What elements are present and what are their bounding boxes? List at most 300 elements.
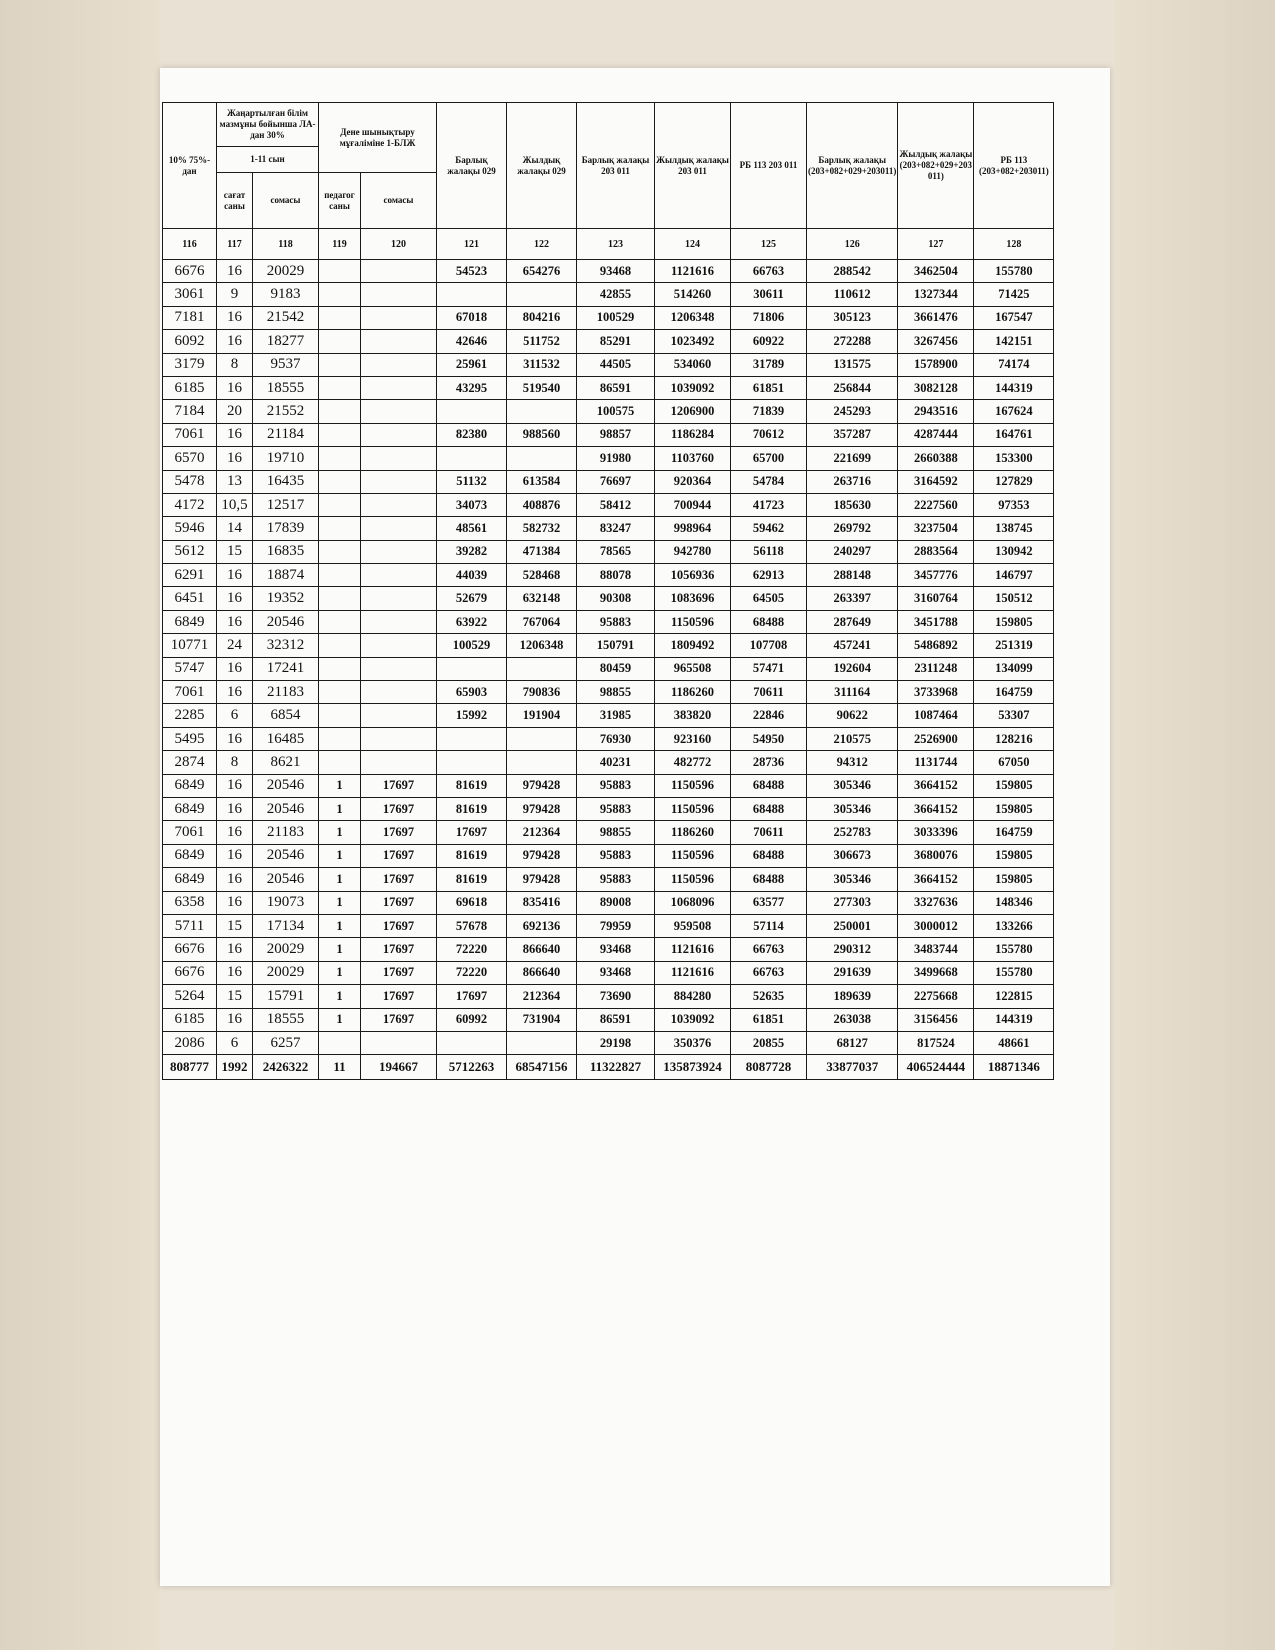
cell-124: 1206900 [655,400,731,423]
cell-122: 979428 [507,774,577,797]
cell-126: 357287 [807,423,898,446]
cell-125: 57471 [731,657,807,680]
cell-120 [361,493,437,516]
salary-table [162,102,1054,1080]
cell-122: 835416 [507,891,577,914]
cell-118: 18555 [253,1008,319,1031]
table-row [163,844,1054,867]
cell-126: 288148 [807,564,898,587]
cell-123: 93468 [577,938,655,961]
cell-117: 15 [217,985,253,1008]
cell-118: 16835 [253,540,319,563]
cell-128: 53307 [974,704,1054,727]
header-teacher-count: педагог саны [319,173,361,229]
cell-128: 159805 [974,774,1054,797]
cell-122: 519540 [507,376,577,399]
cell-124: 1121616 [655,938,731,961]
table-row [163,1008,1054,1031]
colnum-124: 124 [655,229,731,260]
table-row [163,260,1054,283]
table-row [163,727,1054,750]
cell-127: 4287444 [898,423,974,446]
cell-117: 24 [217,634,253,657]
cell-128: 134099 [974,657,1054,680]
cell-121: 52679 [437,587,507,610]
cell-116: 6291 [163,564,217,587]
cell-119 [319,634,361,657]
cell-124: 923160 [655,727,731,750]
cell-125: 68488 [731,797,807,820]
cell-119: 1 [319,914,361,937]
cell-124: 1186260 [655,821,731,844]
cell-119 [319,470,361,493]
cell-127: 1327344 [898,283,974,306]
cell-120 [361,587,437,610]
cell-127: 2943516 [898,400,974,423]
cell-117: 16 [217,821,253,844]
cell-124: 482772 [655,751,731,774]
cell-116: 5946 [163,517,217,540]
table-row [163,1031,1054,1054]
cell-117: 8 [217,353,253,376]
cell-116: 6570 [163,447,217,470]
cell-116: 10771 [163,634,217,657]
cell-118: 8621 [253,751,319,774]
cell-128: 159805 [974,610,1054,633]
cell-126: 90622 [807,704,898,727]
cell-120: 17697 [361,844,437,867]
cell-117: 20 [217,400,253,423]
cell-123: 98857 [577,423,655,446]
cell-124: 1121616 [655,260,731,283]
cell-124: 1150596 [655,868,731,891]
cell-118: 21542 [253,306,319,329]
table-row [163,821,1054,844]
table-row [163,938,1054,961]
cell-122: 511752 [507,330,577,353]
cell-125: 65700 [731,447,807,470]
cell-125: 63577 [731,891,807,914]
cell-125: 31789 [731,353,807,376]
cell-125: 66763 [731,938,807,961]
cell-121: 67018 [437,306,507,329]
cell-123: 29198 [577,1031,655,1054]
cell-123: 93468 [577,961,655,984]
cell-117: 16 [217,447,253,470]
cell-127: 3661476 [898,306,974,329]
cell-123: 98855 [577,821,655,844]
cell-123: 100575 [577,400,655,423]
table-row [163,751,1054,774]
cell-119 [319,564,361,587]
cell-126: 192604 [807,657,898,680]
cell-127: 3000012 [898,914,974,937]
cell-123: 90308 [577,587,655,610]
cell-125: 66763 [731,260,807,283]
cell-117: 8 [217,751,253,774]
cell-116: 3061 [163,283,217,306]
cell-122: 212364 [507,985,577,1008]
cell-118: 18277 [253,330,319,353]
cell-121: 42646 [437,330,507,353]
cell-117: 16 [217,260,253,283]
cell-121: 39282 [437,540,507,563]
cell-120 [361,727,437,750]
cell-117: 16 [217,844,253,867]
cell-121: 63922 [437,610,507,633]
cell-128: 144319 [974,376,1054,399]
cell-125: 107708 [731,634,807,657]
cell-119 [319,704,361,727]
cell-124: 1150596 [655,797,731,820]
cell-116: 6185 [163,376,217,399]
cell-124: 942780 [655,540,731,563]
cell-118: 16485 [253,727,319,750]
cell-123: 93468 [577,260,655,283]
total-122: 68547156 [507,1055,577,1080]
cell-127: 2660388 [898,447,974,470]
cell-119: 1 [319,868,361,891]
cell-124: 1150596 [655,774,731,797]
cell-127: 3327636 [898,891,974,914]
cell-125: 59462 [731,517,807,540]
cell-126: 185630 [807,493,898,516]
totals-row [163,1055,1054,1080]
cell-117: 16 [217,868,253,891]
cell-121: 44039 [437,564,507,587]
table-wrapper [162,102,1054,1080]
cell-128: 74174 [974,353,1054,376]
cell-117: 16 [217,774,253,797]
cell-121: 81619 [437,774,507,797]
table-row [163,914,1054,937]
colnum-118: 118 [253,229,319,260]
cell-118: 21183 [253,821,319,844]
cell-117: 6 [217,704,253,727]
cell-117: 9 [217,283,253,306]
total-119: 11 [319,1055,361,1080]
cell-127: 3082128 [898,376,974,399]
cell-121 [437,727,507,750]
table-row [163,423,1054,446]
header-amount: сомасы [253,173,319,229]
cell-121 [437,657,507,680]
cell-118: 6257 [253,1031,319,1054]
cell-121: 81619 [437,868,507,891]
cell-125: 68488 [731,774,807,797]
cell-120 [361,610,437,633]
cell-122: 613584 [507,470,577,493]
cell-117: 16 [217,587,253,610]
cell-122: 191904 [507,704,577,727]
colnum-116: 116 [163,229,217,260]
cell-124: 965508 [655,657,731,680]
cell-121: 81619 [437,844,507,867]
header-pe-amount: сомасы [361,173,437,229]
cell-122: 408876 [507,493,577,516]
table-row [163,447,1054,470]
cell-124: 1039092 [655,1008,731,1031]
cell-127: 2275668 [898,985,974,1008]
table-row [163,540,1054,563]
cell-116: 6676 [163,961,217,984]
cell-118: 16435 [253,470,319,493]
cell-116: 5612 [163,540,217,563]
cell-119: 1 [319,961,361,984]
cell-119 [319,400,361,423]
cell-123: 40231 [577,751,655,774]
cell-121: 15992 [437,704,507,727]
table-row [163,634,1054,657]
cell-119: 1 [319,844,361,867]
cell-127: 3483744 [898,938,974,961]
cell-125: 56118 [731,540,807,563]
cell-126: 240297 [807,540,898,563]
cell-122: 311532 [507,353,577,376]
cell-116: 6185 [163,1008,217,1031]
cell-126: 252783 [807,821,898,844]
cell-124: 1186284 [655,423,731,446]
cell-121: 82380 [437,423,507,446]
table-row [163,797,1054,820]
cell-122: 632148 [507,587,577,610]
cell-121: 72220 [437,961,507,984]
cell-120: 17697 [361,985,437,1008]
cell-118: 17241 [253,657,319,680]
cell-122: 979428 [507,797,577,820]
header-121: Барлық жалақы 029 [437,103,507,229]
cell-125: 62913 [731,564,807,587]
cell-122: 767064 [507,610,577,633]
cell-118: 20546 [253,610,319,633]
cell-127: 3164592 [898,470,974,493]
table-row [163,306,1054,329]
cell-125: 70611 [731,821,807,844]
cell-126: 457241 [807,634,898,657]
cell-125: 71839 [731,400,807,423]
cell-118: 18874 [253,564,319,587]
table-header [163,103,1054,260]
header-125: РБ 113 203 011 [731,103,807,229]
cell-117: 16 [217,306,253,329]
cell-125: 54950 [731,727,807,750]
table-body [163,260,1054,1080]
cell-116: 5711 [163,914,217,937]
cell-120 [361,751,437,774]
cell-124: 1068096 [655,891,731,914]
cell-128: 251319 [974,634,1054,657]
cell-128: 153300 [974,447,1054,470]
cell-128: 146797 [974,564,1054,587]
cell-120 [361,283,437,306]
cell-128: 155780 [974,260,1054,283]
cell-125: 22846 [731,704,807,727]
cell-117: 16 [217,330,253,353]
cell-118: 19710 [253,447,319,470]
cell-120 [361,306,437,329]
cell-127: 3160764 [898,587,974,610]
cell-127: 1578900 [898,353,974,376]
table-row [163,376,1054,399]
cell-122 [507,1031,577,1054]
header-class-range: 1-11 сын [217,147,319,173]
cell-125: 30611 [731,283,807,306]
cell-127: 2526900 [898,727,974,750]
cell-126: 272288 [807,330,898,353]
cell-125: 68488 [731,844,807,867]
total-128: 18871346 [974,1055,1054,1080]
cell-123: 83247 [577,517,655,540]
cell-125: 60922 [731,330,807,353]
colnum-126: 126 [807,229,898,260]
cell-124: 1186260 [655,681,731,704]
cell-120: 17697 [361,868,437,891]
header-updated-group: Жаңартылған білім мазмұны бойынша ЛА-дан 30% [217,103,319,147]
cell-127: 3664152 [898,774,974,797]
cell-123: 79959 [577,914,655,937]
cell-116: 2086 [163,1031,217,1054]
cell-124: 1809492 [655,634,731,657]
cell-124: 1039092 [655,376,731,399]
cell-128: 159805 [974,797,1054,820]
cell-128: 122815 [974,985,1054,1008]
cell-120 [361,447,437,470]
cell-126: 305346 [807,797,898,820]
cell-119 [319,540,361,563]
table-row [163,891,1054,914]
cell-121: 57678 [437,914,507,937]
table-row [163,330,1054,353]
cell-119 [319,306,361,329]
cell-127: 3267456 [898,330,974,353]
cell-118: 9537 [253,353,319,376]
cell-127: 3457776 [898,564,974,587]
cell-119 [319,283,361,306]
cell-126: 287649 [807,610,898,633]
table-row [163,774,1054,797]
cell-125: 20855 [731,1031,807,1054]
cell-122 [507,400,577,423]
cell-117: 16 [217,681,253,704]
cell-125: 61851 [731,376,807,399]
cell-119 [319,1031,361,1054]
header-116: 10% 75%-дан [163,103,217,229]
cell-123: 95883 [577,610,655,633]
cell-120 [361,1031,437,1054]
cell-122: 979428 [507,844,577,867]
cell-118: 17134 [253,914,319,937]
cell-120 [361,400,437,423]
cell-121: 34073 [437,493,507,516]
cell-119: 1 [319,985,361,1008]
cell-123: 95883 [577,797,655,820]
cell-124: 920364 [655,470,731,493]
cell-127: 3033396 [898,821,974,844]
header-127: Жылдық жалақы (203+082+029+203 011) [898,103,974,229]
cell-120 [361,657,437,680]
cell-120 [361,260,437,283]
cell-122: 866640 [507,961,577,984]
cell-126: 305123 [807,306,898,329]
cell-116: 7184 [163,400,217,423]
cell-126: 221699 [807,447,898,470]
cell-118: 20029 [253,938,319,961]
cell-116: 6849 [163,844,217,867]
cell-116: 2874 [163,751,217,774]
cell-125: 41723 [731,493,807,516]
cell-119 [319,681,361,704]
cell-127: 3664152 [898,797,974,820]
colnum-127: 127 [898,229,974,260]
table-row [163,985,1054,1008]
cell-117: 10,5 [217,493,253,516]
table-row [163,564,1054,587]
cell-125: 54784 [731,470,807,493]
cell-121: 65903 [437,681,507,704]
cell-128: 138745 [974,517,1054,540]
cell-124: 1150596 [655,844,731,867]
header-123: Барлық жалақы 203 011 [577,103,655,229]
cell-117: 6 [217,1031,253,1054]
cell-124: 1023492 [655,330,731,353]
cell-124: 1103760 [655,447,731,470]
cell-117: 16 [217,376,253,399]
cell-121: 17697 [437,821,507,844]
table-row [163,587,1054,610]
cell-121 [437,1031,507,1054]
cell-126: 306673 [807,844,898,867]
background-left [0,0,160,1650]
total-118: 2426322 [253,1055,319,1080]
cell-116: 5495 [163,727,217,750]
cell-120 [361,681,437,704]
cell-120 [361,353,437,376]
cell-128: 128216 [974,727,1054,750]
paper-sheet [160,68,1110,1586]
cell-127: 3680076 [898,844,974,867]
cell-122 [507,657,577,680]
cell-125: 66763 [731,961,807,984]
cell-126: 263038 [807,1008,898,1031]
colnum-123: 123 [577,229,655,260]
colnum-128: 128 [974,229,1054,260]
cell-123: 58412 [577,493,655,516]
cell-121: 100529 [437,634,507,657]
cell-126: 94312 [807,751,898,774]
cell-124: 959508 [655,914,731,937]
cell-119 [319,260,361,283]
cell-116: 7061 [163,821,217,844]
cell-128: 48661 [974,1031,1054,1054]
table-row [163,493,1054,516]
header-pe-group: Дене шынықтыру мұғаліміне 1-БЛЖ [319,103,437,173]
cell-118: 6854 [253,704,319,727]
cell-123: 42855 [577,283,655,306]
cell-124: 534060 [655,353,731,376]
cell-118: 19073 [253,891,319,914]
total-121: 5712263 [437,1055,507,1080]
cell-119 [319,330,361,353]
cell-126: 189639 [807,985,898,1008]
cell-116: 6676 [163,938,217,961]
cell-121 [437,447,507,470]
cell-123: 44505 [577,353,655,376]
total-124: 135873924 [655,1055,731,1080]
cell-124: 383820 [655,704,731,727]
cell-128: 127829 [974,470,1054,493]
cell-123: 86591 [577,376,655,399]
cell-128: 167547 [974,306,1054,329]
